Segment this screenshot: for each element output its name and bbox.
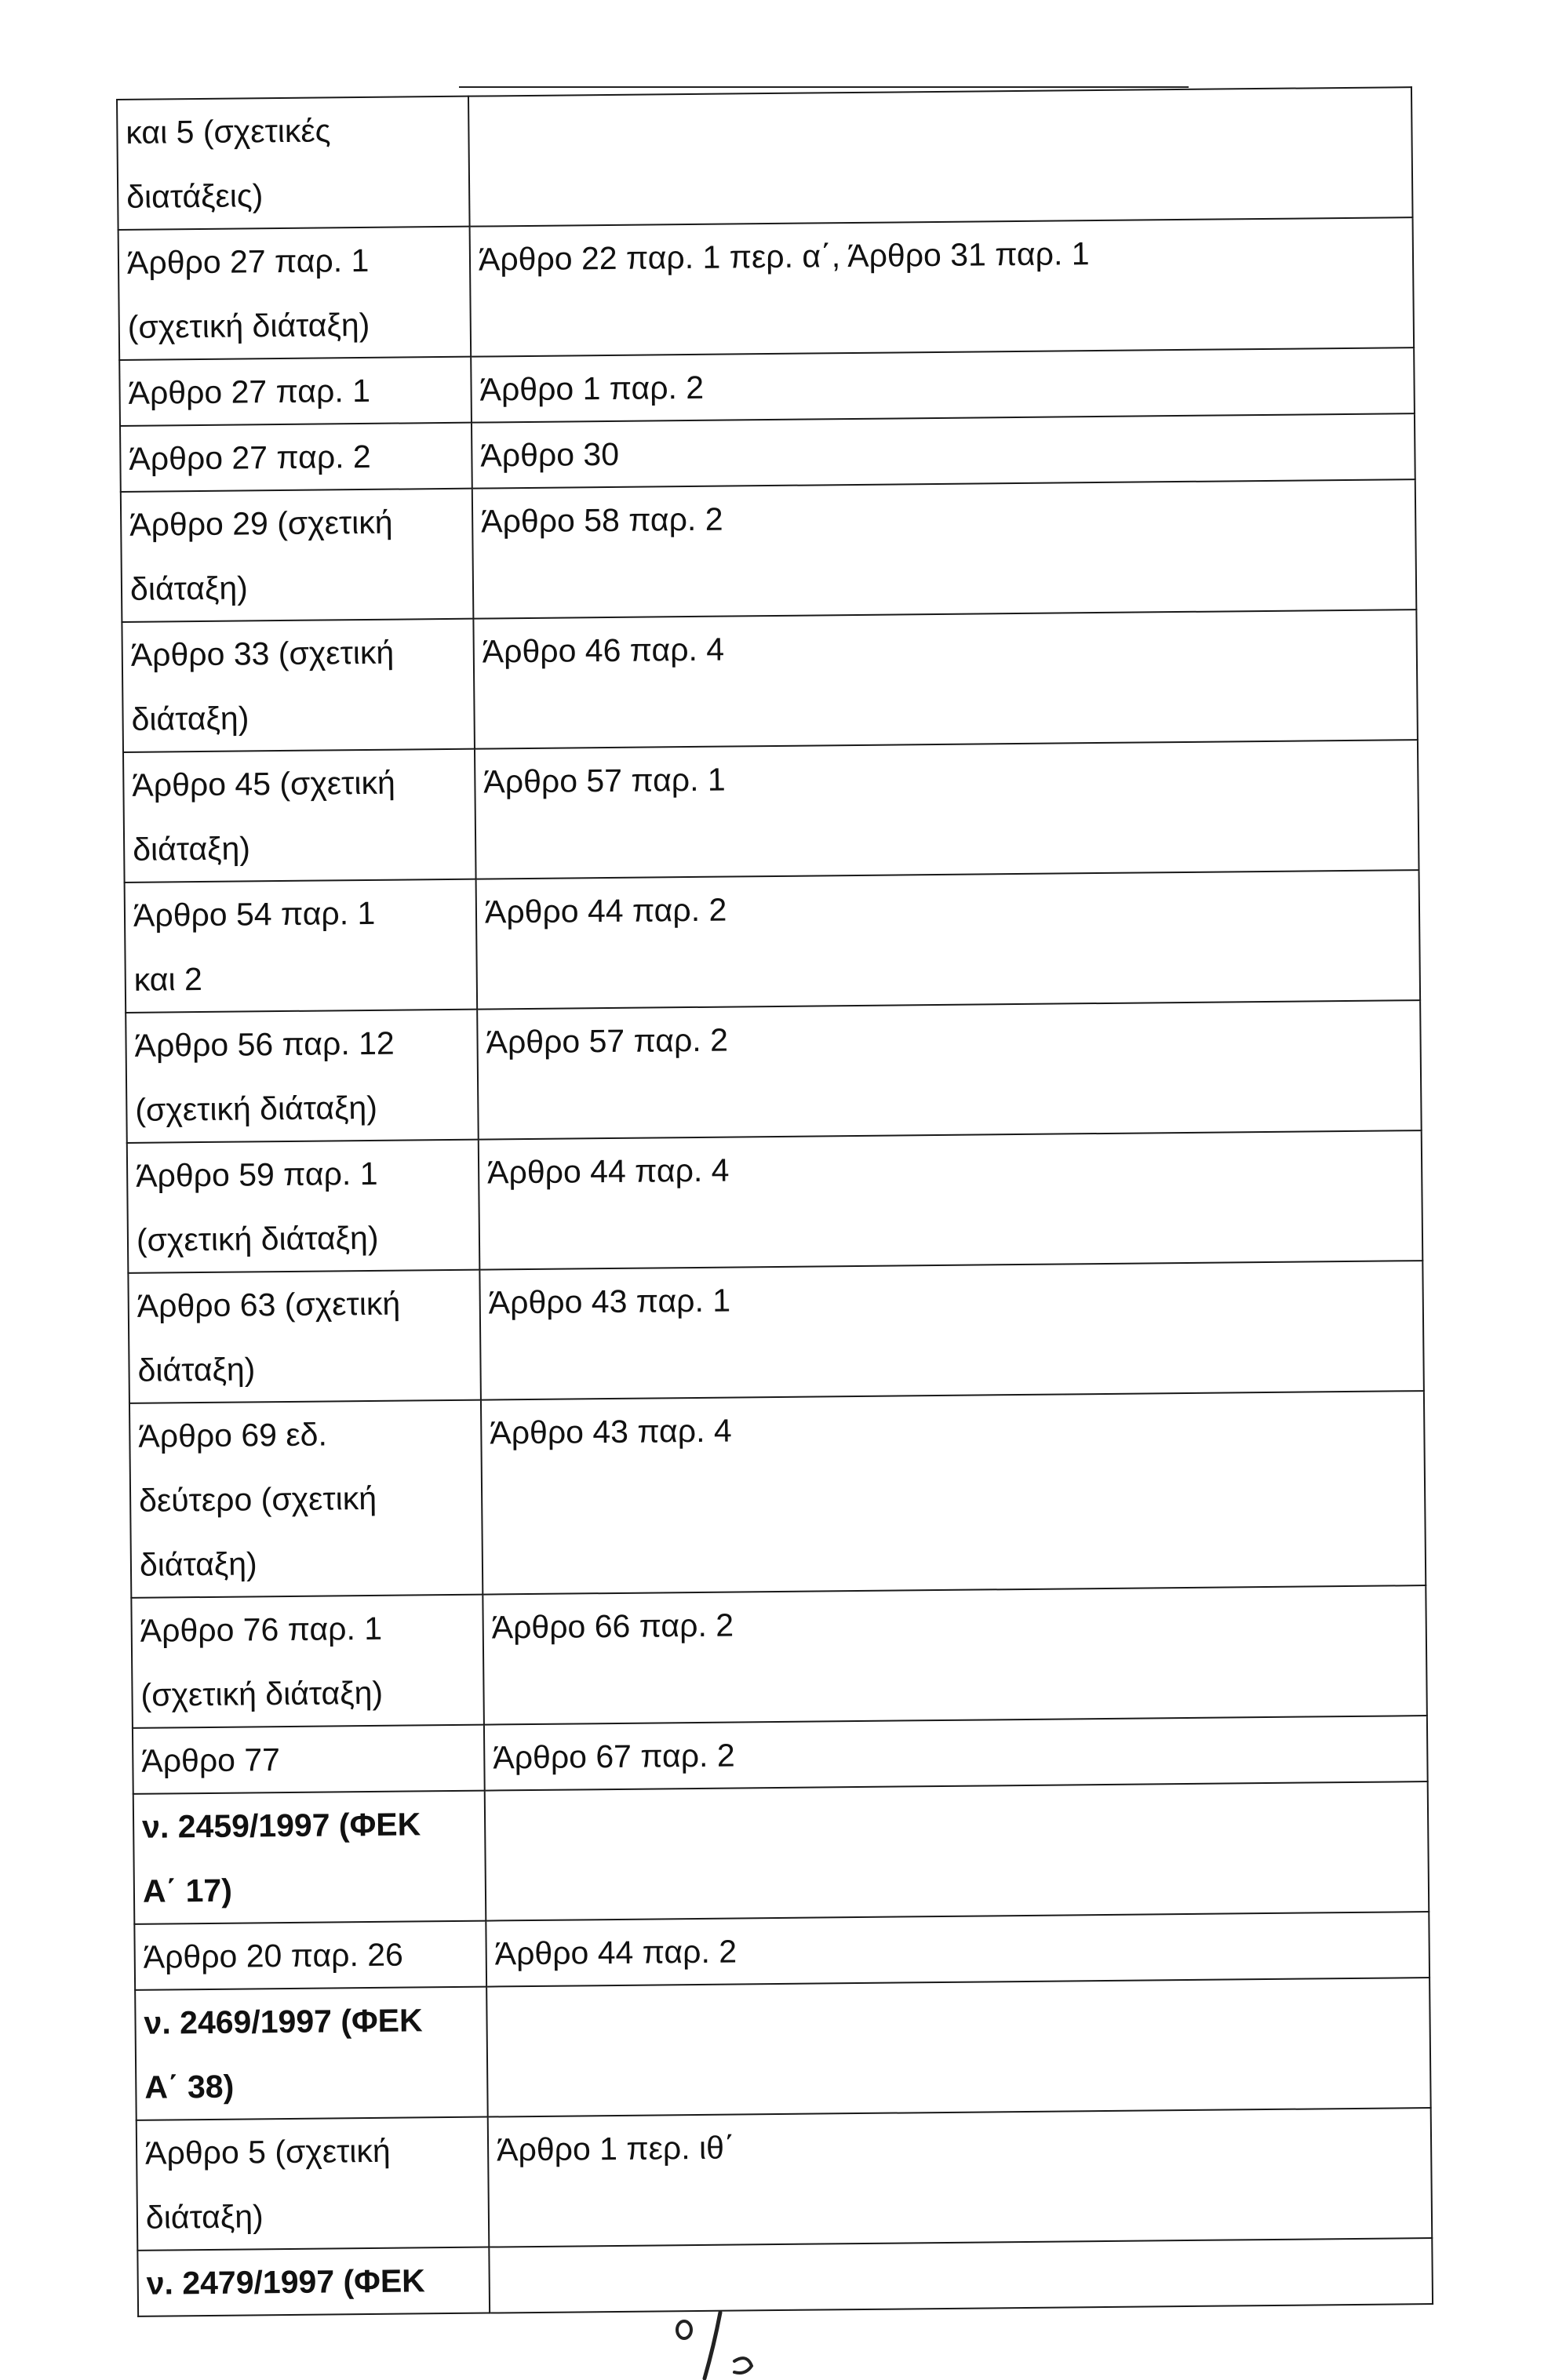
handwritten-page-mark	[659, 2298, 816, 2380]
source-provision-cell: Άρθρο 77	[133, 1725, 485, 1794]
target-provision-cell	[485, 1781, 1429, 1921]
source-provision-cell: Άρθρο 69 εδ. δεύτερο (σχετική διάταξη)	[129, 1400, 483, 1598]
target-provision-cell	[489, 2238, 1433, 2313]
target-provision-cell: Άρθρο 30	[472, 413, 1415, 489]
target-provision-cell	[486, 1978, 1431, 2117]
table-row	[121, 479, 1417, 622]
table-row	[120, 413, 1415, 492]
target-provision-cell: Άρθρο 57 παρ. 2	[477, 1000, 1422, 1140]
source-provision-cell: Άρθρο 45 (σχετική διάταξη)	[123, 749, 476, 882]
target-provision-cell: Άρθρο 44 παρ. 4	[479, 1130, 1423, 1270]
source-provision-cell: Άρθρο 27 παρ. 2	[120, 423, 472, 492]
page-top-rule	[459, 86, 1189, 88]
target-provision-cell: Άρθρο 1 παρ. 2	[471, 348, 1415, 423]
table-row	[119, 348, 1415, 426]
table-row	[131, 1585, 1427, 1728]
target-provision-cell: Άρθρο 67 παρ. 2	[484, 1716, 1428, 1791]
target-provision-cell: Άρθρο 43 παρ. 4	[481, 1391, 1426, 1595]
source-provision-cell: Άρθρο 59 παρ. 1 (σχετική διάταξη)	[127, 1140, 480, 1273]
source-provision-cell: Άρθρο 76 παρ. 1 (σχετική διάταξη)	[131, 1595, 484, 1728]
table-row	[135, 1978, 1431, 2120]
table-row	[125, 870, 1421, 1013]
table-row	[134, 1912, 1429, 1990]
table-row	[118, 217, 1415, 360]
target-provision-cell: Άρθρο 44 παρ. 2	[476, 870, 1421, 1010]
table-row	[133, 1716, 1428, 1794]
target-provision-cell: Άρθρο 43 παρ. 1	[479, 1261, 1424, 1400]
target-provision-cell: Άρθρο 57 παρ. 1	[475, 740, 1419, 879]
source-provision-cell: Άρθρο 63 (σχετική διάταξη)	[128, 1270, 481, 1403]
correlation-table	[116, 86, 1433, 2317]
law-heading-cell: ν. 2469/1997 (ΦΕΚ Α΄ 38)	[135, 1987, 488, 2120]
target-provision-cell: Άρθρο 58 παρ. 2	[472, 479, 1417, 619]
table-row	[129, 1391, 1426, 1598]
table-row	[122, 610, 1418, 752]
table-row	[123, 740, 1419, 882]
target-provision-cell: Άρθρο 66 παρ. 2	[483, 1585, 1427, 1725]
target-provision-cell: Άρθρο 1 περ. ιθ΄	[488, 2108, 1433, 2247]
target-provision-cell: Άρθρο 46 παρ. 4	[473, 610, 1418, 749]
source-provision-cell: Άρθρο 27 παρ. 1 (σχετική διάταξη)	[118, 227, 472, 360]
target-provision-cell: Άρθρο 22 παρ. 1 περ. α΄, Άρθρο 31 παρ. 1	[470, 217, 1415, 357]
source-provision-cell: και 5 (σχετικές διατάξεις)	[117, 96, 470, 230]
source-provision-cell: Άρθρο 56 παρ. 12 (σχετική διάταξη)	[126, 1010, 479, 1143]
target-provision-cell	[468, 87, 1413, 227]
source-provision-cell: Άρθρο 54 παρ. 1 και 2	[125, 879, 478, 1013]
table-row	[126, 1000, 1422, 1143]
table-row	[127, 1130, 1423, 1273]
table-row	[137, 2108, 1433, 2251]
table-row	[117, 87, 1413, 230]
source-provision-cell: Άρθρο 33 (σχετική διάταξη)	[122, 619, 475, 752]
table-row	[128, 1261, 1424, 1403]
source-provision-cell: Άρθρο 27 παρ. 1	[119, 357, 472, 426]
target-provision-cell: Άρθρο 44 παρ. 2	[486, 1912, 1429, 1987]
source-provision-cell: Άρθρο 29 (σχετική διάταξη)	[121, 489, 474, 622]
law-heading-cell: ν. 2459/1997 (ΦΕΚ Α΄ 17)	[133, 1791, 486, 1924]
table-row	[133, 1781, 1429, 1924]
source-provision-cell: Άρθρο 5 (σχετική διάταξη)	[137, 2117, 490, 2251]
law-heading-cell: ν. 2479/1997 (ΦΕΚ	[137, 2247, 490, 2316]
table-body	[117, 87, 1433, 2316]
source-provision-cell: Άρθρο 20 παρ. 26	[134, 1921, 486, 1990]
